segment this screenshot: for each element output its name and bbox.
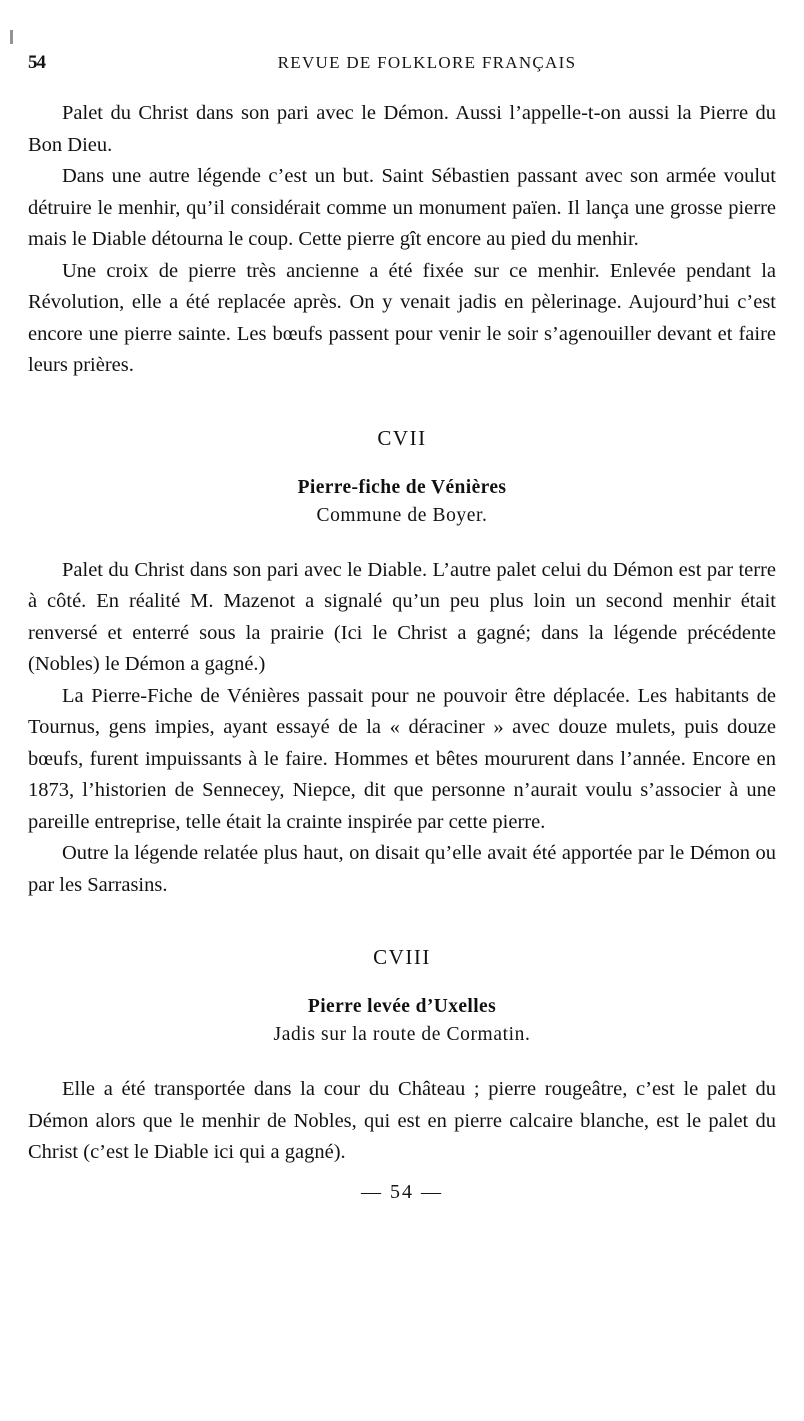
- section-subtitle: Jadis sur la route de Cormatin.: [273, 1024, 531, 1045]
- paragraph: Palet du Christ dans son pari avec le Démon. Aussi l’appelle-t-on aussi la Pierre du Bon Dieu.: [28, 102, 776, 156]
- page-edge-mark: [10, 30, 13, 44]
- paragraph: Dans une autre légende c’est un but. Saint Sébastien passant avec son armée voulut détruire le menhir, qu’il considérait comme un monument païen. Il lança une grosse pierre mais le Diable détourna le coup. Cette pierre gît encore au pied du menhir.: [28, 165, 776, 250]
- paragraph: La Pierre-Fiche de Vénières passait pour ne pouvoir être déplacée. Les habitants de Tournus, gens impies, ayant essayé de la « déraciner » avec douze mulets, puis douze bœufs, furent impuissants à le faire. Hommes et bêtes moururent dans l’année. Encore en 1873, l’historien de Sennecey, Niepce, dit que personne n’aurait voulu s’associer à une pareille entreprise, telle était la crainte inspirée par cette pierre.: [28, 684, 776, 833]
- page-content: [28, 52, 776, 1204]
- paragraph: Palet du Christ dans son pari avec le Diable. L’autre palet celui du Démon est par terre à côté. En réalité M. Mazenot a signalé qu’un peu plus loin un second menhir était renversé et enterré sous la prairie (Ici le Christ a gagné; dans la légende précédente (Nobles) le Démon a gagné.): [28, 558, 776, 675]
- running-head: [28, 52, 776, 82]
- section-number: CVIII: [373, 945, 431, 969]
- page-number: — 54 —: [361, 1180, 443, 1203]
- paragraph: Outre la légende relatée plus haut, on disait qu’elle avait été apportée par le Démon ou par les Sarrasins.: [28, 842, 776, 896]
- section-title: Pierre-fiche de Vénières: [297, 476, 507, 498]
- folio-number: 54: [28, 52, 45, 73]
- section-subtitle: Commune de Boyer.: [316, 504, 488, 526]
- section-title: Pierre levée d’Uxelles: [307, 996, 497, 1017]
- running-title: REVUE DE FOLKLORE FRANÇAIS: [277, 53, 577, 72]
- paragraph: Une croix de pierre très ancienne a été fixée sur ce menhir. Enlevée pendant la Révolution, elle a été replacée après. On y venait jadis en pèlerinage. Aujourd’hui c’est encore une pierre sainte. Les bœufs passent pour venir le soir s’agenouiller devant et faire leurs prières.: [28, 259, 776, 376]
- section-number: CVII: [377, 425, 427, 450]
- paragraph: Elle a été transportée dans la cour du Château ; pierre rougeâtre, c’est le palet du Démon alors que le menhir de Nobles, qui est en pierre calcaire blanche, est le palet du Christ (c’est le Diable ici qui a gagné).: [28, 1078, 776, 1163]
